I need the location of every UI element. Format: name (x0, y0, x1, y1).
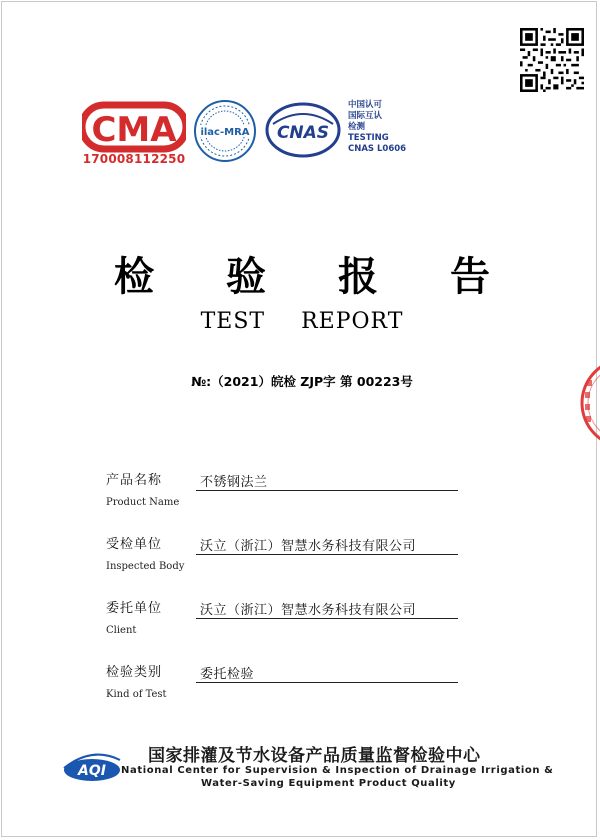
cma-logo-text: CMA (91, 110, 177, 150)
field-label-en: Inspected Body (106, 561, 185, 572)
field-label-cn: 检验类别 (106, 665, 163, 680)
field-label-cn: 产品名称 (106, 473, 163, 488)
report-cover (1, 1, 597, 837)
footer-center-name-cn: 国家排灌及节水设备产品质量监督检验中心 (148, 746, 481, 766)
footer-center-name-en-line2: Water-Saving Equipment Product Quality (201, 778, 456, 789)
field-kind-of-test (106, 661, 466, 721)
report-title-cn: 检验报告 (114, 254, 562, 300)
cnas-logo-text: CNAS (276, 123, 330, 143)
report-number: №:（2021）皖检 ZJP字 第 00223号 (191, 374, 413, 389)
field-label-en: Kind of Test (106, 689, 167, 700)
field-underline (196, 490, 458, 491)
field-label-en: Client (106, 625, 137, 636)
field-underline (196, 682, 458, 683)
field-value: 不锈钢法兰 (200, 475, 268, 490)
cnas-caption-line: 检测 (348, 122, 366, 132)
field-client (106, 597, 466, 657)
field-underline (196, 618, 458, 619)
field-label-cn: 受检单位 (106, 537, 163, 552)
field-product-name (106, 469, 466, 529)
field-value: 委托检验 (200, 667, 255, 682)
qr-code (520, 28, 584, 92)
cnas-caption-line: CNAS L0606 (348, 144, 407, 154)
field-value: 沃立（浙江）智慧水务科技有限公司 (200, 539, 417, 554)
aqi-logo-text: AQI (78, 763, 106, 779)
cnas-caption-line: TESTING (348, 133, 389, 143)
field-inspected-body (106, 533, 466, 593)
ilac-logo-text: ilac-MRA (200, 127, 250, 138)
aqi-logo (60, 744, 124, 784)
field-label-en: Product Name (106, 497, 180, 508)
footer-center-name-en-line1: National Center for Supervision & Inspection of Drainage Irrigation & (121, 765, 554, 776)
cnas-logo (265, 102, 341, 158)
cnas-caption-line: 中国认可 (348, 100, 383, 110)
report-title-en: TEST REPORT (200, 309, 404, 334)
cma-number: 170008112250 (82, 152, 186, 166)
field-label-cn: 委托单位 (106, 601, 163, 616)
cnas-caption (348, 100, 418, 155)
field-underline (196, 554, 458, 555)
red-seal-stamp (574, 358, 600, 448)
ilac-mra-logo (192, 98, 258, 164)
cnas-caption-line: 国际互认 (348, 111, 383, 121)
field-value: 沃立（浙江）智慧水务科技有限公司 (200, 603, 417, 618)
